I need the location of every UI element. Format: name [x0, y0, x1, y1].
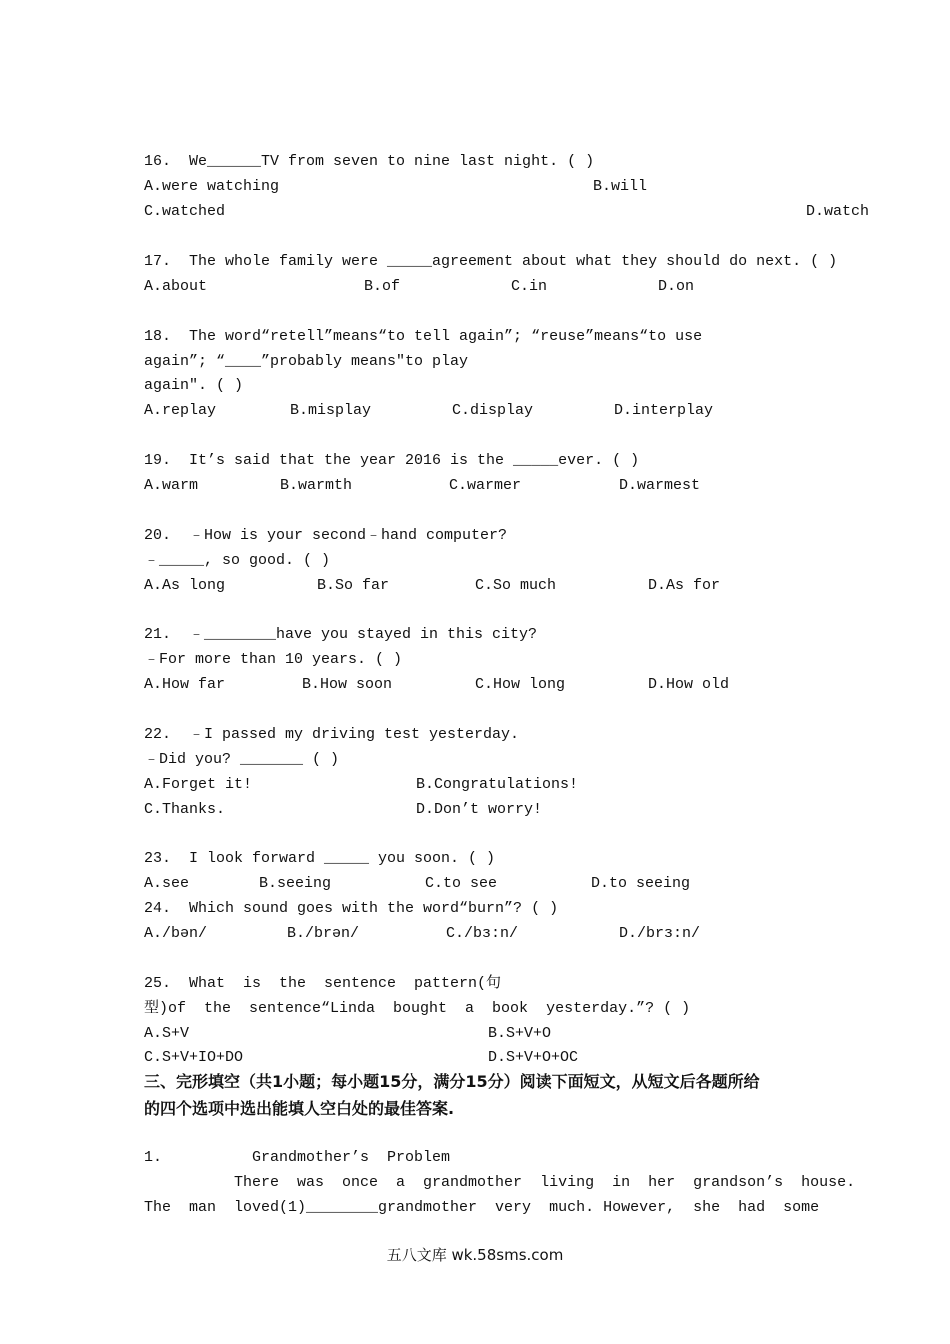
q25-option-c: C.S+V+IO+DO: [144, 1049, 244, 1066]
q19-option-a: A.warm: [144, 477, 199, 494]
q17-option-a: A.about: [144, 278, 208, 295]
passage-line-2: The man loved(1)________grandmother very much. However, she had some: [144, 1199, 820, 1216]
q18-option-d: D.interplay: [614, 402, 714, 419]
q23-option-c: C.to see: [425, 875, 498, 892]
q22-option-a: A.Forget it!: [144, 776, 253, 793]
q18-stem-line3: again". ( ): [144, 377, 244, 394]
q20-stem-line1: 20. ﹣How is your second﹣hand computer?: [144, 527, 508, 544]
q21-stem-line2: ﹣For more than 10 years. ( ): [144, 651, 403, 668]
q22-option-b: B.Congratulations!: [416, 776, 579, 793]
q24-option-d: D./brɜ:n/: [619, 925, 701, 942]
q22-option-d: D.Don’t worry!: [416, 801, 543, 818]
q16-stem: 16. We______TV from seven to nine last night. ( ): [144, 153, 595, 170]
q16-option-d: D.watch: [806, 203, 870, 220]
section-3-heading-line1: 三、完形填空（共1小题；每小题15分，满分15分）阅读下面短文，从短文后各题所给: [144, 1072, 760, 1091]
q23-option-a: A.see: [144, 875, 190, 892]
q21-stem-line1: 21. ﹣________have you stayed in this city?: [144, 626, 538, 643]
q16-option-b: B.will: [593, 178, 648, 195]
q24-option-c: C./bɜ:n/: [446, 925, 519, 942]
q17-option-d: D.on: [658, 278, 695, 295]
q21-option-c: C.How long: [475, 676, 566, 693]
q24-option-b: B./brən/: [287, 925, 360, 942]
q19-option-d: D.warmest: [619, 477, 701, 494]
passage-title: 1. Grandmother’s Problem: [144, 1149, 451, 1166]
q18-stem-line1: 18. The word“retell”means“to tell again”; “reuse”means“to use: [144, 328, 703, 345]
passage-line-1: There was once a grandmother living in her grandson’s house.: [144, 1174, 856, 1191]
q18-option-b: B.misplay: [290, 402, 372, 419]
q22-option-c: C.Thanks.: [144, 801, 226, 818]
q17-option-b: B.of: [364, 278, 401, 295]
q16-option-c: C.watched: [144, 203, 226, 220]
q25-stem-line2: 型)of the sentence“Linda bought a book yesterday.”? ( ): [144, 1000, 691, 1017]
q17-option-c: C.in: [511, 278, 548, 295]
q21-option-a: A.How far: [144, 676, 226, 693]
q20-option-a: A.As long: [144, 577, 226, 594]
q18-stem-line2: again”; “____”probably means"to play: [144, 353, 469, 370]
q22-stem-line2: ﹣Did you? _______ ( ): [144, 751, 340, 768]
q18-option-a: A.replay: [144, 402, 217, 419]
q19-option-c: C.warmer: [449, 477, 522, 494]
q19-option-b: B.warmth: [280, 477, 353, 494]
q24-option-a: A./bən/: [144, 925, 208, 942]
q19-stem: 19. It’s said that the year 2016 is the _____ever. ( ): [144, 452, 640, 469]
q23-stem: 23. I look forward _____ you soon. ( ): [144, 850, 496, 867]
q25-option-d: D.S+V+O+OC: [488, 1049, 579, 1066]
q16-option-a: A.were watching: [144, 178, 280, 195]
q22-stem-line1: 22. ﹣I passed my driving test yesterday.: [144, 726, 520, 743]
q21-option-b: B.How soon: [302, 676, 393, 693]
q18-option-c: C.display: [452, 402, 534, 419]
q25-option-a: A.S+V: [144, 1025, 190, 1042]
q23-option-b: B.seeing: [259, 875, 332, 892]
q23-option-d: D.to seeing: [591, 875, 691, 892]
q17-stem: 17. The whole family were _____agreement about what they should do next. ( ): [144, 253, 838, 270]
q21-option-d: D.How old: [648, 676, 730, 693]
q25-option-b: B.S+V+O: [488, 1025, 552, 1042]
footer-watermark: 五八文库 wk.58sms.com: [386, 1246, 564, 1264]
q20-stem-line2: ﹣_____, so good. ( ): [144, 552, 331, 569]
q25-stem-line1: 25. What is the sentence pattern(句: [144, 975, 502, 992]
section-3-heading-line2: 的四个选项中选出能填人空白处的最佳答案.: [144, 1099, 455, 1118]
q20-option-d: D.As for: [648, 577, 721, 594]
q20-option-c: C.So much: [475, 577, 557, 594]
q20-option-b: B.So far: [317, 577, 390, 594]
q24-stem: 24. Which sound goes with the word“burn”? ( ): [144, 900, 559, 917]
